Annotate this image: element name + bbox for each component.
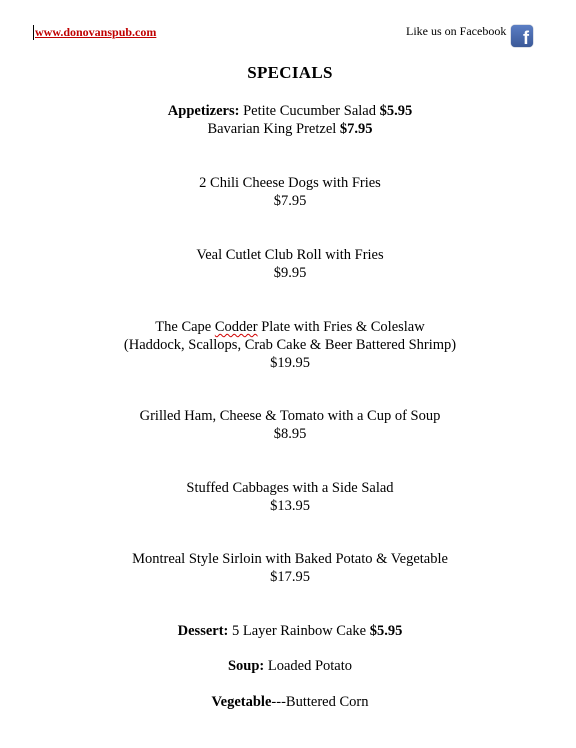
vegetable-line xyxy=(0,693,576,711)
appetizer-line-1 xyxy=(0,102,576,120)
website-link[interactable]: www.donovanspub.com xyxy=(35,25,157,39)
special-name: Montreal Style Sirloin with Baked Potato & Vegetable xyxy=(132,551,448,567)
special-price: $13.95 xyxy=(270,498,310,514)
vegetable-section xyxy=(0,693,576,711)
appetizer-price-2: $7.95 xyxy=(339,121,373,137)
special-item xyxy=(0,407,576,443)
dessert-item: 5 Layer Rainbow Cake xyxy=(232,623,367,639)
special-name: Stuffed Cabbages with a Side Salad xyxy=(186,480,394,496)
special-price: $8.95 xyxy=(273,426,307,442)
facebook-icon-letter: f xyxy=(523,28,529,47)
appetizer-item-1: Petite Cucumber Salad xyxy=(243,103,376,119)
special-name-part: The Cape xyxy=(155,319,215,335)
page-title: SPECIALS xyxy=(247,63,333,82)
special-name: Grilled Ham, Cheese & Tomato with a Cup of Soup xyxy=(139,408,441,424)
special-name-part: Plate with Fries & Coleslaw xyxy=(257,319,425,335)
dessert-line xyxy=(0,622,576,640)
special-item xyxy=(0,550,576,586)
soup-item: Loaded Potato xyxy=(267,658,353,674)
special-item xyxy=(0,246,576,282)
appetizer-price-1: $5.95 xyxy=(379,103,413,119)
dessert-label: Dessert: xyxy=(177,623,229,639)
special-price: $17.95 xyxy=(270,569,310,585)
special-name: 2 Chili Cheese Dogs with Fries xyxy=(199,175,381,191)
special-price: $7.95 xyxy=(273,193,307,209)
spellcheck-flagged-word: Codder xyxy=(214,319,258,335)
special-name: Veal Cutlet Club Roll with Fries xyxy=(196,247,384,263)
special-detail: (Haddock, Scallops, Crab Cake & Beer Battered Shrimp) xyxy=(123,337,457,353)
appetizers-label: Appetizers: xyxy=(167,103,240,119)
special-price: $19.95 xyxy=(270,355,310,371)
appetizer-item-2: Bavarian King Pretzel xyxy=(207,121,337,137)
special-price: $9.95 xyxy=(273,265,307,281)
appetizers-section xyxy=(0,102,576,138)
special-item xyxy=(0,479,576,515)
special-item xyxy=(0,174,576,210)
soup-label: Soup: xyxy=(227,658,265,674)
facebook-icon[interactable] xyxy=(511,25,533,47)
soup-section xyxy=(0,657,576,675)
dessert-section xyxy=(0,622,576,640)
appetizer-line-2 xyxy=(0,120,576,138)
special-name xyxy=(0,318,576,336)
facebook-text: Like us on Facebook xyxy=(406,24,507,38)
vegetable-label: Vegetable xyxy=(211,694,272,710)
vegetable-separator: --- xyxy=(271,694,286,710)
dessert-price: $5.95 xyxy=(369,623,403,639)
soup-line xyxy=(0,657,576,675)
special-item xyxy=(0,318,576,372)
vegetable-item: Buttered Corn xyxy=(285,694,369,710)
